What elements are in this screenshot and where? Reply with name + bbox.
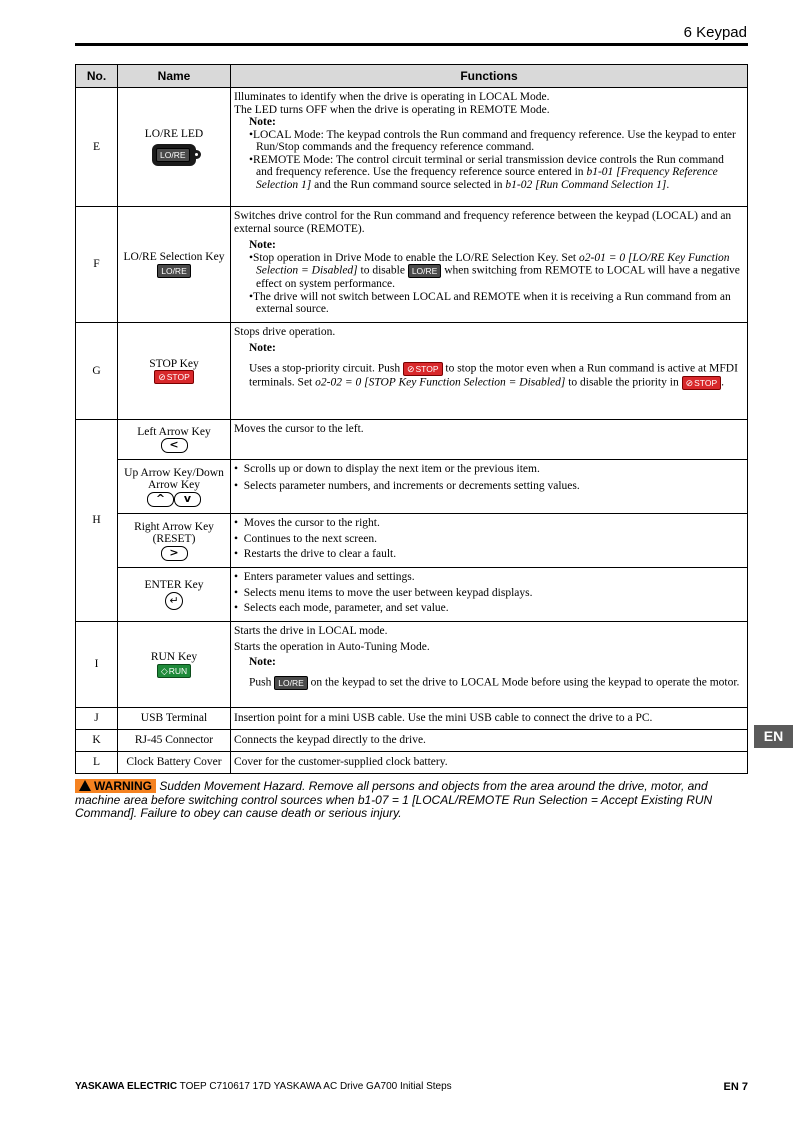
row-functions (231, 622, 748, 708)
row-name (118, 420, 231, 460)
name-label: ENTER Key (144, 579, 204, 592)
down-arrow-icon: v (174, 492, 201, 507)
row-name (118, 568, 231, 622)
table-row-e (76, 88, 748, 207)
note-label: Note: (249, 656, 276, 668)
note-text: Uses a stop-priority circuit. Push ⊘STOP to stop the motor even when a Run command is active at MFDI terminals. Set o2-02 = 0 [STOP Key Function Selection = Disabled] to disable the priority in ⊘STOP . (249, 362, 738, 389)
fn-bullet: • Selects each mode, parameter, and set value. (234, 602, 449, 614)
run-key-icon: ◇RUN (157, 664, 191, 678)
row-name (118, 88, 231, 207)
section-title: 6 Keypad (683, 24, 747, 41)
row-functions: Insertion point for a mini USB cable. Use the mini USB cable to connect the drive to a PC. (231, 708, 748, 730)
stop-key-icon: ⊘STOP (682, 376, 722, 390)
fn-line: Starts the drive in LOCAL mode. (234, 625, 388, 637)
language-tab: EN (754, 725, 793, 748)
name-label: LO/RE LED (144, 128, 204, 141)
row-name: Clock Battery Cover (118, 752, 231, 774)
row-functions (231, 323, 748, 420)
header-no: No. (76, 65, 118, 88)
table-row-f (76, 207, 748, 323)
lore-key-icon: LO/RE (157, 264, 191, 278)
row-name: RJ-45 Connector (118, 730, 231, 752)
page-footer (75, 1081, 748, 1092)
fn-bullet: • Selects menu items to move the user between keypad displays. (234, 586, 533, 599)
stop-key-icon: ⊘STOP (403, 362, 443, 376)
warning-notice (75, 779, 748, 821)
fn-bullet: • Scrolls up or down to display the next item or the previous item. (234, 463, 540, 475)
right-arrow-icon: > (161, 546, 188, 561)
table-header-row (76, 65, 748, 88)
fn-line: Switches drive control for the Run command and frequency reference between the keypad (LOCAL) and an external source (REMOTE). (234, 210, 732, 235)
row-no: K (76, 730, 118, 752)
row-functions (231, 568, 748, 622)
table-row-i (76, 622, 748, 708)
name-label: Right Arrow Key (134, 520, 214, 533)
enter-icon: ↵ (165, 592, 183, 610)
row-no: J (76, 708, 118, 730)
note-bullet: •The drive will not switch between LOCAL and REMOTE when it is receiving a Run command from an external source. (249, 290, 731, 315)
table-row-h-updown (76, 460, 748, 514)
up-arrow-icon: ^ (147, 492, 174, 507)
row-name (118, 460, 231, 514)
row-functions (231, 207, 748, 323)
note-bullet: •Stop operation in Drive Mode to enable the LO/RE Selection Key. Set o2-01 = 0 [LO/RE Key Function Selection = Disabled] to disable LO/RE when switching from REMOTE to LOCAL will have a negative effect on system performance. (249, 251, 740, 290)
fn-line: The LED turns OFF when the drive is operating in REMOTE Mode. (234, 103, 550, 116)
table-row-h-enter (76, 568, 748, 622)
fn-bullet: • Selects parameter numbers, and increments or decrements setting values. (234, 479, 580, 492)
note-label: Note: (249, 341, 276, 354)
lore-key-icon: LO/RE (408, 264, 442, 278)
table-row-j (76, 708, 748, 730)
name-label: Left Arrow Key (137, 425, 211, 438)
fn-bullet: • Restarts the drive to clear a fault. (234, 548, 397, 560)
row-no: F (76, 207, 118, 323)
row-no: H (76, 420, 118, 622)
row-name (118, 514, 231, 568)
note-bullet: •LOCAL Mode: The keypad controls the Run command and frequency reference. Use the keypad to enter Run/Stop commands and the frequency reference command. (249, 128, 736, 153)
keypad-functions-table (75, 64, 748, 774)
row-functions: Cover for the customer-supplied clock battery. (231, 752, 748, 774)
page-number: EN 7 (723, 1081, 748, 1093)
row-name (118, 207, 231, 323)
name-label: STOP Key (149, 357, 199, 370)
fn-bullet: • Moves the cursor to the right. (234, 517, 380, 529)
row-no: I (76, 622, 118, 708)
led-dot-icon (192, 150, 201, 159)
fn-bullet: • Continues to the next screen. (234, 532, 377, 545)
note-label: Note: (249, 239, 276, 251)
header-rule (75, 43, 748, 46)
row-functions (231, 88, 748, 207)
row-name (118, 323, 231, 420)
left-arrow-icon: < (161, 438, 188, 453)
row-functions (231, 460, 748, 514)
note-bullet: •REMOTE Mode: The control circuit terminal or serial transmission device controls the Run command and frequency reference. Use the frequency reference source entered in b1-01 [Frequency Reference Selection 1] and the Run command source selected in b1-02 [Run Command Selection 1]. (249, 153, 724, 191)
name-label: LO/RE Selection Key (123, 251, 225, 264)
header-name: Name (118, 65, 231, 88)
lore-key-icon: LO/RE (274, 676, 308, 690)
warning-triangle-icon (79, 780, 91, 791)
lore-key-badge: LO/RE (156, 148, 190, 162)
name-label: Up Arrow Key/Down Arrow Key (124, 466, 224, 491)
row-functions: Moves the cursor to the left. (231, 420, 748, 460)
warning-text: Sudden Movement Hazard. Remove all persons and objects from the area around the drive, motor, and machine area before switching control sources when b1-07 = 1 [LOCAL/REMOTE Run Selection = Accept Existing RUN Command]. Failure to obey can cause death or serious injury. (75, 779, 713, 820)
header-functions: Functions (231, 65, 748, 88)
row-name: USB Terminal (118, 708, 231, 730)
table-row-h-right (76, 514, 748, 568)
row-no: G (76, 323, 118, 420)
table-row-k (76, 730, 748, 752)
lore-led-icon (152, 144, 196, 166)
note-label: Note: (249, 116, 276, 128)
fn-bullet: • Enters parameter values and settings. (234, 571, 415, 583)
row-no: E (76, 88, 118, 207)
note-text: Push LO/RE on the keypad to set the drive to LOCAL Mode before using the keypad to operate the motor. (249, 676, 740, 689)
row-functions: Connects the keypad directly to the drive. (231, 730, 748, 752)
fn-line: Starts the operation in Auto-Tuning Mode. (234, 640, 430, 653)
row-functions (231, 514, 748, 568)
row-name (118, 622, 231, 708)
table-row-h-left (76, 420, 748, 460)
table-row-l (76, 752, 748, 774)
fn-line: Stops drive operation. (234, 326, 336, 338)
warning-badge: WARNING (75, 779, 156, 793)
stop-key-icon: ⊘STOP (154, 370, 194, 384)
name-label: (RESET) (152, 533, 196, 545)
row-no: L (76, 752, 118, 774)
name-label: RUN Key (150, 651, 198, 664)
table-row-g (76, 323, 748, 420)
fn-line: Illuminates to identify when the drive is operating in LOCAL Mode. (234, 91, 550, 103)
footer-brand: YASKAWA ELECTRIC (75, 1081, 178, 1092)
footer-doc: TOEP C710617 17D YASKAWA AC Drive GA700 Initial Steps (179, 1081, 452, 1092)
